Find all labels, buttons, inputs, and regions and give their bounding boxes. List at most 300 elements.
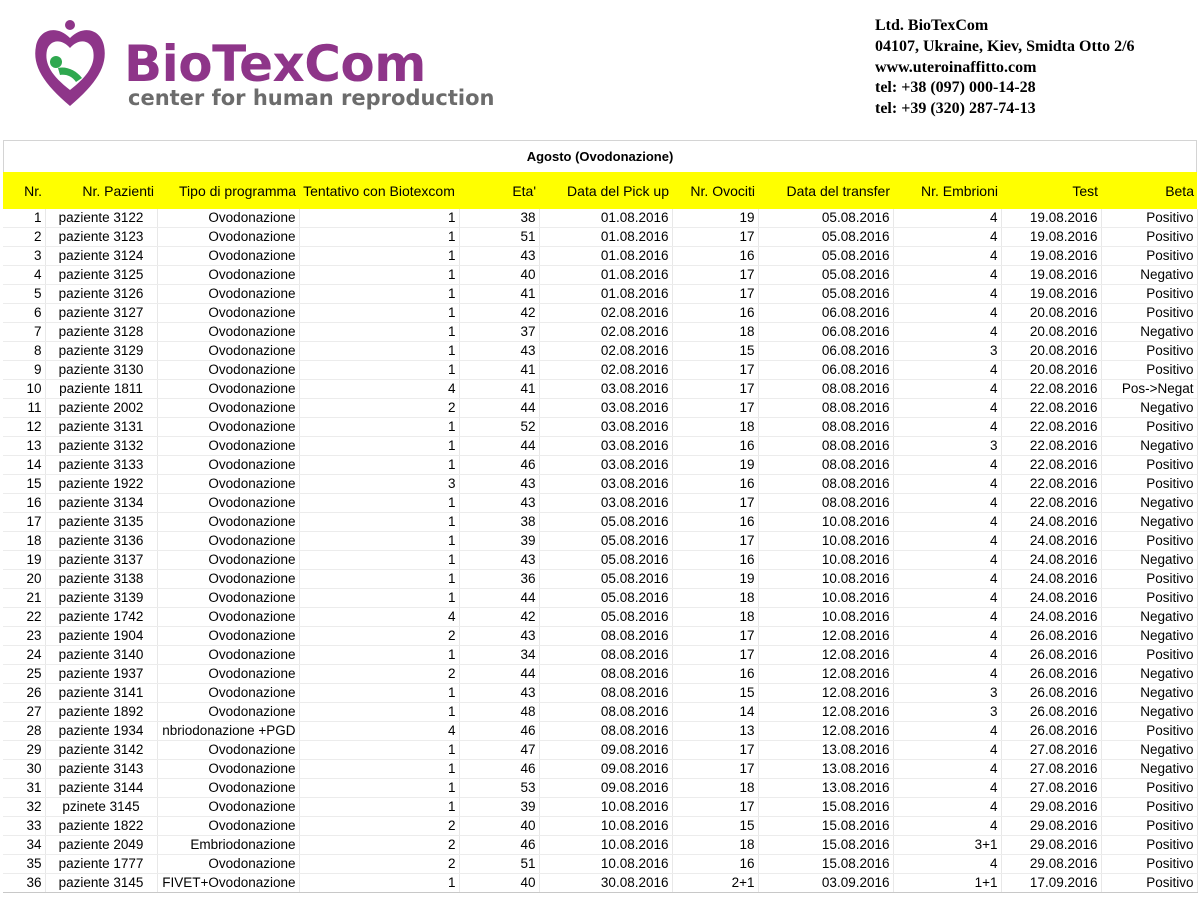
table-row bbox=[3, 285, 1197, 304]
embryo-count-cell: 3+1 bbox=[893, 836, 1001, 855]
test-date-cell: 22.08.2016 bbox=[1001, 380, 1101, 399]
test-date-cell: 19.08.2016 bbox=[1001, 228, 1101, 247]
pickup-date-cell: 03.08.2016 bbox=[539, 456, 672, 475]
patient-id-cell: paziente 1922 bbox=[45, 475, 157, 494]
attempt-count-cell: 2 bbox=[299, 817, 459, 836]
program-type-cell: Ovodonazione bbox=[157, 494, 299, 513]
embryo-count-cell: 4 bbox=[893, 779, 1001, 798]
transfer-date-cell: 06.08.2016 bbox=[758, 323, 893, 342]
program-type-cell: Ovodonazione bbox=[157, 551, 299, 570]
test-date-cell: 27.08.2016 bbox=[1001, 779, 1101, 798]
program-type-cell: Ovodonazione bbox=[157, 646, 299, 665]
embryo-count-cell: 4 bbox=[893, 323, 1001, 342]
row-number-cell: 32 bbox=[3, 798, 45, 817]
patient-id-cell: paziente 3128 bbox=[45, 323, 157, 342]
age-cell: 44 bbox=[459, 665, 539, 684]
patient-id-cell: paziente 3136 bbox=[45, 532, 157, 551]
oocyte-count-cell: 18 bbox=[672, 836, 758, 855]
age-cell: 46 bbox=[459, 722, 539, 741]
column-header: Test bbox=[1072, 182, 1098, 199]
transfer-date-cell: 12.08.2016 bbox=[758, 646, 893, 665]
embryo-count-cell: 4 bbox=[893, 304, 1001, 323]
test-date-cell: 19.08.2016 bbox=[1001, 247, 1101, 266]
row-number-cell: 36 bbox=[3, 874, 45, 893]
oocyte-count-cell: 16 bbox=[672, 513, 758, 532]
test-date-cell: 26.08.2016 bbox=[1001, 703, 1101, 722]
transfer-date-cell: 15.08.2016 bbox=[758, 855, 893, 874]
patient-id-cell: paziente 3130 bbox=[45, 361, 157, 380]
beta-result-cell: Pos->Negat bbox=[1101, 380, 1197, 399]
program-type-cell: Ovodonazione bbox=[157, 760, 299, 779]
oocyte-count-cell: 19 bbox=[672, 209, 758, 228]
oocyte-count-cell: 15 bbox=[672, 342, 758, 361]
beta-result-cell: Positivo bbox=[1101, 855, 1197, 874]
patient-id-cell: paziente 3140 bbox=[45, 646, 157, 665]
pickup-date-cell: 05.08.2016 bbox=[539, 551, 672, 570]
table-row bbox=[3, 874, 1197, 893]
column-header: Beta bbox=[1165, 182, 1194, 199]
transfer-date-cell: 05.08.2016 bbox=[758, 209, 893, 228]
attempt-count-cell: 2 bbox=[299, 399, 459, 418]
beta-result-cell: Negativo bbox=[1101, 760, 1197, 779]
embryo-count-cell: 3 bbox=[893, 703, 1001, 722]
test-date-cell: 29.08.2016 bbox=[1001, 855, 1101, 874]
attempt-count-cell: 1 bbox=[299, 323, 459, 342]
oocyte-count-cell: 16 bbox=[672, 855, 758, 874]
test-date-cell: 24.08.2016 bbox=[1001, 608, 1101, 627]
patient-id-cell: paziente 1777 bbox=[45, 855, 157, 874]
transfer-date-cell: 13.08.2016 bbox=[758, 760, 893, 779]
row-number-cell: 16 bbox=[3, 494, 45, 513]
embryo-count-cell: 3 bbox=[893, 342, 1001, 361]
age-cell: 42 bbox=[459, 608, 539, 627]
transfer-date-cell: 06.08.2016 bbox=[758, 361, 893, 380]
embryo-count-cell: 4 bbox=[893, 589, 1001, 608]
attempt-count-cell: 1 bbox=[299, 228, 459, 247]
contact-phone-italy: tel: +39 (320) 287-74-13 bbox=[875, 100, 1036, 118]
patient-id-cell: paziente 3131 bbox=[45, 418, 157, 437]
embryo-count-cell: 4 bbox=[893, 266, 1001, 285]
program-type-cell: Ovodonazione bbox=[157, 703, 299, 722]
beta-result-cell: Negativo bbox=[1101, 266, 1197, 285]
test-date-cell: 20.08.2016 bbox=[1001, 361, 1101, 380]
oocyte-count-cell: 17 bbox=[672, 399, 758, 418]
age-cell: 38 bbox=[459, 513, 539, 532]
row-number-cell: 6 bbox=[3, 304, 45, 323]
patient-id-cell: paziente 2002 bbox=[45, 399, 157, 418]
program-type-cell: Ovodonazione bbox=[157, 380, 299, 399]
attempt-count-cell: 1 bbox=[299, 703, 459, 722]
test-date-cell: 17.09.2016 bbox=[1001, 874, 1101, 893]
program-type-cell: Ovodonazione bbox=[157, 684, 299, 703]
row-number-cell: 2 bbox=[3, 228, 45, 247]
embryo-count-cell: 4 bbox=[893, 418, 1001, 437]
pickup-date-cell: 08.08.2016 bbox=[539, 722, 672, 741]
program-type-cell: Ovodonazione bbox=[157, 209, 299, 228]
row-number-cell: 29 bbox=[3, 741, 45, 760]
test-date-cell: 27.08.2016 bbox=[1001, 741, 1101, 760]
embryo-count-cell: 4 bbox=[893, 760, 1001, 779]
oocyte-count-cell: 16 bbox=[672, 551, 758, 570]
pickup-date-cell: 05.08.2016 bbox=[539, 608, 672, 627]
test-date-cell: 20.08.2016 bbox=[1001, 304, 1101, 323]
table-row bbox=[3, 266, 1197, 285]
embryo-count-cell: 4 bbox=[893, 646, 1001, 665]
test-date-cell: 29.08.2016 bbox=[1001, 798, 1101, 817]
transfer-date-cell: 08.08.2016 bbox=[758, 418, 893, 437]
test-date-cell: 29.08.2016 bbox=[1001, 817, 1101, 836]
beta-result-cell: Positivo bbox=[1101, 798, 1197, 817]
embryo-count-cell: 4 bbox=[893, 456, 1001, 475]
pickup-date-cell: 10.08.2016 bbox=[539, 798, 672, 817]
transfer-date-cell: 13.08.2016 bbox=[758, 779, 893, 798]
table-body bbox=[3, 209, 1197, 893]
table-row bbox=[3, 437, 1197, 456]
patient-id-cell: paziente 3125 bbox=[45, 266, 157, 285]
transfer-date-cell: 13.08.2016 bbox=[758, 741, 893, 760]
beta-result-cell: Negativo bbox=[1101, 437, 1197, 456]
embryo-count-cell: 3 bbox=[893, 437, 1001, 456]
brand-name: BioTexCom bbox=[124, 35, 426, 93]
embryo-count-cell: 4 bbox=[893, 741, 1001, 760]
pickup-date-cell: 01.08.2016 bbox=[539, 247, 672, 266]
attempt-count-cell: 1 bbox=[299, 247, 459, 266]
pickup-date-cell: 01.08.2016 bbox=[539, 285, 672, 304]
beta-result-cell: Positivo bbox=[1101, 418, 1197, 437]
oocyte-count-cell: 17 bbox=[672, 361, 758, 380]
row-number-cell: 11 bbox=[3, 399, 45, 418]
oocyte-count-cell: 18 bbox=[672, 608, 758, 627]
attempt-count-cell: 1 bbox=[299, 646, 459, 665]
attempt-count-cell: 1 bbox=[299, 551, 459, 570]
table-row bbox=[3, 779, 1197, 798]
embryo-count-cell: 4 bbox=[893, 817, 1001, 836]
table-row bbox=[3, 209, 1197, 228]
table-row bbox=[3, 323, 1197, 342]
attempt-count-cell: 2 bbox=[299, 627, 459, 646]
beta-result-cell: Positivo bbox=[1101, 779, 1197, 798]
row-number-cell: 4 bbox=[3, 266, 45, 285]
beta-result-cell: Negativo bbox=[1101, 684, 1197, 703]
pickup-date-cell: 03.08.2016 bbox=[539, 418, 672, 437]
table-row bbox=[3, 532, 1197, 551]
attempt-count-cell: 1 bbox=[299, 418, 459, 437]
column-header: Data del Pick up bbox=[567, 182, 669, 199]
transfer-date-cell: 10.08.2016 bbox=[758, 532, 893, 551]
beta-result-cell: Positivo bbox=[1101, 228, 1197, 247]
pickup-date-cell: 05.08.2016 bbox=[539, 570, 672, 589]
attempt-count-cell: 1 bbox=[299, 684, 459, 703]
attempt-count-cell: 1 bbox=[299, 285, 459, 304]
age-cell: 39 bbox=[459, 532, 539, 551]
row-number-cell: 21 bbox=[3, 589, 45, 608]
test-date-cell: 20.08.2016 bbox=[1001, 323, 1101, 342]
test-date-cell: 19.08.2016 bbox=[1001, 266, 1101, 285]
oocyte-count-cell: 18 bbox=[672, 323, 758, 342]
program-type-cell: Ovodonazione bbox=[157, 855, 299, 874]
patient-id-cell: paziente 3145 bbox=[45, 874, 157, 893]
row-number-cell: 10 bbox=[3, 380, 45, 399]
transfer-date-cell: 08.08.2016 bbox=[758, 475, 893, 494]
attempt-count-cell: 4 bbox=[299, 722, 459, 741]
column-header: Nr. Pazienti bbox=[82, 182, 154, 199]
row-number-cell: 22 bbox=[3, 608, 45, 627]
transfer-date-cell: 10.08.2016 bbox=[758, 513, 893, 532]
pickup-date-cell: 08.08.2016 bbox=[539, 703, 672, 722]
program-type-cell: Ovodonazione bbox=[157, 589, 299, 608]
table-title: Agosto (Ovodonazione) bbox=[3, 140, 1197, 172]
age-cell: 48 bbox=[459, 703, 539, 722]
attempt-count-cell: 1 bbox=[299, 570, 459, 589]
row-number-cell: 20 bbox=[3, 570, 45, 589]
transfer-date-cell: 03.09.2016 bbox=[758, 874, 893, 893]
patient-id-cell: paziente 3142 bbox=[45, 741, 157, 760]
test-date-cell: 29.08.2016 bbox=[1001, 836, 1101, 855]
contact-block bbox=[875, 16, 1135, 120]
table-row bbox=[3, 760, 1197, 779]
attempt-count-cell: 4 bbox=[299, 380, 459, 399]
heart-logo-icon bbox=[30, 18, 110, 110]
table-row bbox=[3, 665, 1197, 684]
oocyte-count-cell: 17 bbox=[672, 494, 758, 513]
beta-result-cell: Positivo bbox=[1101, 209, 1197, 228]
test-date-cell: 26.08.2016 bbox=[1001, 665, 1101, 684]
pickup-date-cell: 02.08.2016 bbox=[539, 342, 672, 361]
beta-result-cell: Negativo bbox=[1101, 627, 1197, 646]
oocyte-count-cell: 17 bbox=[672, 380, 758, 399]
age-cell: 43 bbox=[459, 627, 539, 646]
attempt-count-cell: 1 bbox=[299, 874, 459, 893]
table-row bbox=[3, 361, 1197, 380]
patient-id-cell: paziente 3134 bbox=[45, 494, 157, 513]
transfer-date-cell: 10.08.2016 bbox=[758, 608, 893, 627]
patient-id-cell: pzinete 3145 bbox=[45, 798, 157, 817]
attempt-count-cell: 1 bbox=[299, 741, 459, 760]
attempt-count-cell: 1 bbox=[299, 760, 459, 779]
test-date-cell: 27.08.2016 bbox=[1001, 760, 1101, 779]
test-date-cell: 24.08.2016 bbox=[1001, 551, 1101, 570]
embryo-count-cell: 4 bbox=[893, 570, 1001, 589]
embryo-count-cell: 4 bbox=[893, 285, 1001, 304]
embryo-count-cell: 4 bbox=[893, 399, 1001, 418]
row-number-cell: 34 bbox=[3, 836, 45, 855]
oocyte-count-cell: 17 bbox=[672, 266, 758, 285]
program-type-cell: Ovodonazione bbox=[157, 323, 299, 342]
pickup-date-cell: 02.08.2016 bbox=[539, 361, 672, 380]
program-type-cell: Ovodonazione bbox=[157, 418, 299, 437]
table-row bbox=[3, 475, 1197, 494]
embryo-count-cell: 4 bbox=[893, 608, 1001, 627]
attempt-count-cell: 1 bbox=[299, 532, 459, 551]
beta-result-cell: Positivo bbox=[1101, 247, 1197, 266]
beta-result-cell: Positivo bbox=[1101, 285, 1197, 304]
oocyte-count-cell: 2+1 bbox=[672, 874, 758, 893]
table-row bbox=[3, 589, 1197, 608]
pickup-date-cell: 09.08.2016 bbox=[539, 741, 672, 760]
table-row bbox=[3, 342, 1197, 361]
patient-id-cell: paziente 3126 bbox=[45, 285, 157, 304]
row-number-cell: 9 bbox=[3, 361, 45, 380]
program-type-cell: Ovodonazione bbox=[157, 817, 299, 836]
table-row bbox=[3, 741, 1197, 760]
age-cell: 53 bbox=[459, 779, 539, 798]
program-type-cell: Ovodonazione bbox=[157, 456, 299, 475]
patient-id-cell: paziente 3124 bbox=[45, 247, 157, 266]
beta-result-cell: Negativo bbox=[1101, 551, 1197, 570]
transfer-date-cell: 05.08.2016 bbox=[758, 266, 893, 285]
oocyte-count-cell: 17 bbox=[672, 646, 758, 665]
program-type-cell: Ovodonazione bbox=[157, 627, 299, 646]
test-date-cell: 22.08.2016 bbox=[1001, 399, 1101, 418]
patient-id-cell: paziente 3122 bbox=[45, 209, 157, 228]
oocyte-count-cell: 17 bbox=[672, 627, 758, 646]
program-type-cell: Ovodonazione bbox=[157, 532, 299, 551]
pickup-date-cell: 08.08.2016 bbox=[539, 627, 672, 646]
table-row bbox=[3, 836, 1197, 855]
row-number-cell: 24 bbox=[3, 646, 45, 665]
embryo-count-cell: 4 bbox=[893, 209, 1001, 228]
age-cell: 46 bbox=[459, 456, 539, 475]
pickup-date-cell: 10.08.2016 bbox=[539, 836, 672, 855]
row-number-cell: 25 bbox=[3, 665, 45, 684]
oocyte-count-cell: 19 bbox=[672, 456, 758, 475]
column-header: Nr. Embrioni bbox=[920, 182, 998, 199]
test-date-cell: 24.08.2016 bbox=[1001, 589, 1101, 608]
embryo-count-cell: 4 bbox=[893, 494, 1001, 513]
age-cell: 41 bbox=[459, 380, 539, 399]
oocyte-count-cell: 16 bbox=[672, 665, 758, 684]
embryo-count-cell: 4 bbox=[893, 228, 1001, 247]
oocyte-count-cell: 18 bbox=[672, 779, 758, 798]
attempt-count-cell: 2 bbox=[299, 836, 459, 855]
patient-id-cell: paziente 3123 bbox=[45, 228, 157, 247]
pickup-date-cell: 30.08.2016 bbox=[539, 874, 672, 893]
embryo-count-cell: 4 bbox=[893, 551, 1001, 570]
patient-id-cell: paziente 1937 bbox=[45, 665, 157, 684]
age-cell: 40 bbox=[459, 266, 539, 285]
program-type-cell: Ovodonazione bbox=[157, 342, 299, 361]
patient-id-cell: paziente 2049 bbox=[45, 836, 157, 855]
age-cell: 37 bbox=[459, 323, 539, 342]
oocyte-count-cell: 13 bbox=[672, 722, 758, 741]
transfer-date-cell: 12.08.2016 bbox=[758, 703, 893, 722]
beta-result-cell: Positivo bbox=[1101, 570, 1197, 589]
test-date-cell: 19.08.2016 bbox=[1001, 209, 1101, 228]
row-number-cell: 7 bbox=[3, 323, 45, 342]
program-type-cell: Ovodonazione bbox=[157, 513, 299, 532]
attempt-count-cell: 1 bbox=[299, 779, 459, 798]
row-number-cell: 18 bbox=[3, 532, 45, 551]
test-date-cell: 22.08.2016 bbox=[1001, 418, 1101, 437]
transfer-date-cell: 12.08.2016 bbox=[758, 665, 893, 684]
oocyte-count-cell: 16 bbox=[672, 304, 758, 323]
age-cell: 44 bbox=[459, 399, 539, 418]
program-type-cell: Ovodonazione bbox=[157, 266, 299, 285]
beta-result-cell: Positivo bbox=[1101, 532, 1197, 551]
transfer-date-cell: 08.08.2016 bbox=[758, 456, 893, 475]
test-date-cell: 19.08.2016 bbox=[1001, 285, 1101, 304]
program-type-cell: Ovodonazione bbox=[157, 437, 299, 456]
transfer-date-cell: 08.08.2016 bbox=[758, 494, 893, 513]
beta-result-cell: Negativo bbox=[1101, 608, 1197, 627]
age-cell: 38 bbox=[459, 209, 539, 228]
oocyte-count-cell: 18 bbox=[672, 589, 758, 608]
pickup-date-cell: 08.08.2016 bbox=[539, 665, 672, 684]
age-cell: 42 bbox=[459, 304, 539, 323]
oocyte-count-cell: 19 bbox=[672, 570, 758, 589]
table-row bbox=[3, 304, 1197, 323]
row-number-cell: 23 bbox=[3, 627, 45, 646]
embryo-count-cell: 4 bbox=[893, 665, 1001, 684]
beta-result-cell: Positivo bbox=[1101, 342, 1197, 361]
embryo-count-cell: 4 bbox=[893, 247, 1001, 266]
attempt-count-cell: 1 bbox=[299, 589, 459, 608]
pickup-date-cell: 08.08.2016 bbox=[539, 646, 672, 665]
table-row bbox=[3, 570, 1197, 589]
oocyte-count-cell: 15 bbox=[672, 684, 758, 703]
patient-id-cell: paziente 1904 bbox=[45, 627, 157, 646]
patient-id-cell: paziente 1742 bbox=[45, 608, 157, 627]
age-cell: 43 bbox=[459, 342, 539, 361]
embryo-count-cell: 4 bbox=[893, 855, 1001, 874]
age-cell: 43 bbox=[459, 475, 539, 494]
attempt-count-cell: 2 bbox=[299, 855, 459, 874]
age-cell: 34 bbox=[459, 646, 539, 665]
beta-result-cell: Negativo bbox=[1101, 513, 1197, 532]
table-header-row bbox=[3, 172, 1197, 209]
beta-result-cell: Positivo bbox=[1101, 456, 1197, 475]
contact-company: Ltd. BioTexCom bbox=[875, 17, 989, 34]
contact-phone-ukraine: tel: +38 (097) 000-14-28 bbox=[875, 79, 1036, 97]
program-type-cell: Embriodonazione bbox=[157, 836, 299, 855]
pickup-date-cell: 02.08.2016 bbox=[539, 304, 672, 323]
pickup-date-cell: 08.08.2016 bbox=[539, 684, 672, 703]
transfer-date-cell: 12.08.2016 bbox=[758, 722, 893, 741]
test-date-cell: 22.08.2016 bbox=[1001, 456, 1101, 475]
program-type-cell: nbriodonazione +PGD bbox=[157, 722, 299, 741]
transfer-date-cell: 15.08.2016 bbox=[758, 836, 893, 855]
patient-id-cell: paziente 3141 bbox=[45, 684, 157, 703]
test-date-cell: 22.08.2016 bbox=[1001, 494, 1101, 513]
beta-result-cell: Negativo bbox=[1101, 665, 1197, 684]
pickup-date-cell: 09.08.2016 bbox=[539, 779, 672, 798]
table-row bbox=[3, 722, 1197, 741]
row-number-cell: 12 bbox=[3, 418, 45, 437]
attempt-count-cell: 4 bbox=[299, 608, 459, 627]
age-cell: 43 bbox=[459, 247, 539, 266]
oocyte-count-cell: 16 bbox=[672, 475, 758, 494]
oocyte-count-cell: 17 bbox=[672, 798, 758, 817]
age-cell: 43 bbox=[459, 551, 539, 570]
results-table bbox=[3, 172, 1198, 893]
row-number-cell: 13 bbox=[3, 437, 45, 456]
pickup-date-cell: 01.08.2016 bbox=[539, 266, 672, 285]
pickup-date-cell: 10.08.2016 bbox=[539, 855, 672, 874]
program-type-cell: Ovodonazione bbox=[157, 399, 299, 418]
program-type-cell: Ovodonazione bbox=[157, 228, 299, 247]
table-row bbox=[3, 380, 1197, 399]
oocyte-count-cell: 17 bbox=[672, 228, 758, 247]
age-cell: 44 bbox=[459, 437, 539, 456]
patient-id-cell: paziente 3139 bbox=[45, 589, 157, 608]
row-number-cell: 28 bbox=[3, 722, 45, 741]
transfer-date-cell: 10.08.2016 bbox=[758, 551, 893, 570]
row-number-cell: 1 bbox=[3, 209, 45, 228]
transfer-date-cell: 05.08.2016 bbox=[758, 285, 893, 304]
test-date-cell: 24.08.2016 bbox=[1001, 570, 1101, 589]
test-date-cell: 24.08.2016 bbox=[1001, 532, 1101, 551]
contact-website[interactable]: www.uteroinaffitto.com bbox=[875, 58, 1037, 76]
